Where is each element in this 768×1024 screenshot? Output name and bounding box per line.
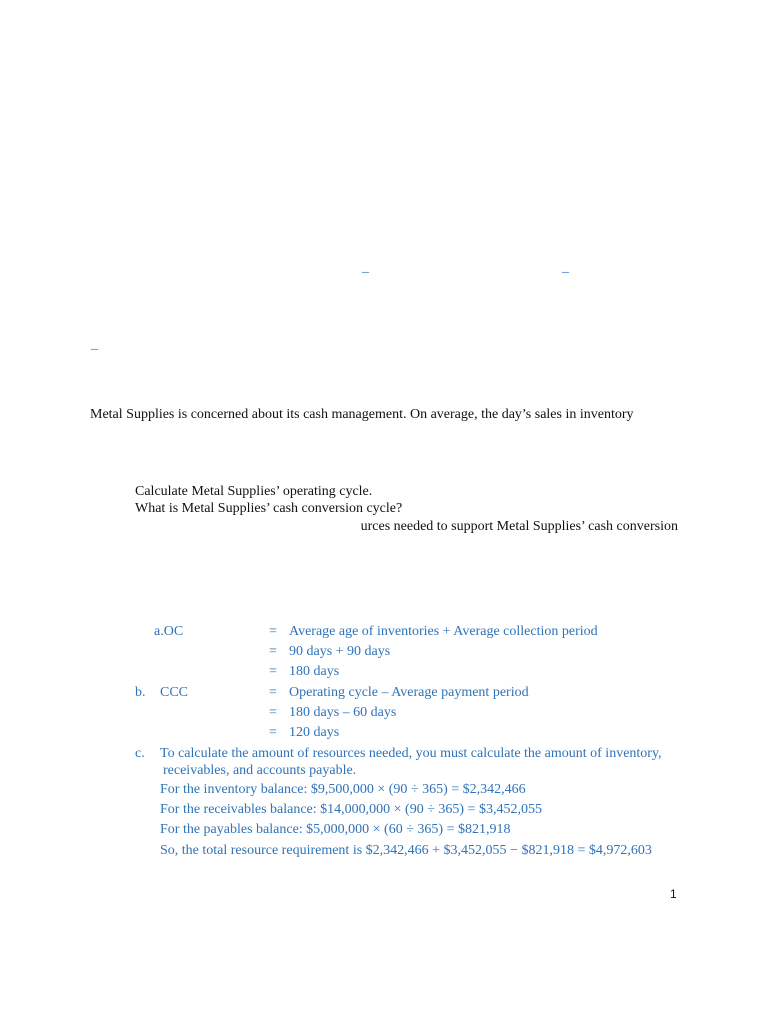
dash-mark-3: _	[91, 337, 98, 352]
question-3-fragment: urces needed to support Metal Supplies’ cash conversion	[360, 519, 678, 534]
answer-a-line-2: 90 days + 90 days	[289, 644, 391, 659]
equals-sign: =	[269, 725, 277, 740]
total-requirement: So, the total resource requirement is $2,342,466 + $3,452,055 − $821,918 = $4,972,603	[160, 843, 652, 858]
inventory-balance: For the inventory balance: $9,500,000 × (90 ÷ 365) = $2,342,466	[160, 782, 526, 797]
equals-sign: =	[269, 685, 277, 700]
answer-c-intro-2: receivables, and accounts payable.	[163, 763, 357, 778]
equals-sign: =	[269, 664, 277, 679]
question-1: Calculate Metal Supplies’ operating cycle.	[135, 484, 373, 499]
payables-balance: For the payables balance: $5,000,000 × (60 ÷ 365) = $821,918	[160, 822, 511, 837]
answer-b-label: CCC	[160, 685, 189, 700]
answer-c-marker: c.	[135, 746, 145, 761]
answer-b-line-2: 180 days – 60 days	[289, 705, 397, 720]
question-2: What is Metal Supplies’ cash conversion cycle?	[135, 501, 403, 516]
problem-intro: Metal Supplies is concerned about its cash management. On average, the day’s sales in inventory	[90, 407, 634, 422]
answer-b-line-3: 120 days	[289, 725, 340, 740]
answer-b-line-1: Operating cycle – Average payment period	[289, 685, 529, 700]
answer-a-line-3: 180 days	[289, 664, 340, 679]
receivables-balance: For the receivables balance: $14,000,000 × (90 ÷ 365) = $3,452,055	[160, 802, 542, 817]
equals-sign: =	[269, 644, 277, 659]
dash-mark-1: _	[362, 260, 369, 275]
dash-mark-2: _	[562, 260, 569, 275]
equals-sign: =	[269, 624, 277, 639]
page-number: 1	[670, 887, 677, 901]
answer-c-intro-1: To calculate the amount of resources needed, you must calculate the amount of inventory,	[160, 746, 662, 761]
equals-sign: =	[269, 705, 277, 720]
answer-a-line-1: Average age of inventories + Average collection period	[289, 624, 598, 639]
answer-a-label: a.OC	[154, 624, 184, 639]
answer-b-marker: b.	[135, 685, 146, 700]
